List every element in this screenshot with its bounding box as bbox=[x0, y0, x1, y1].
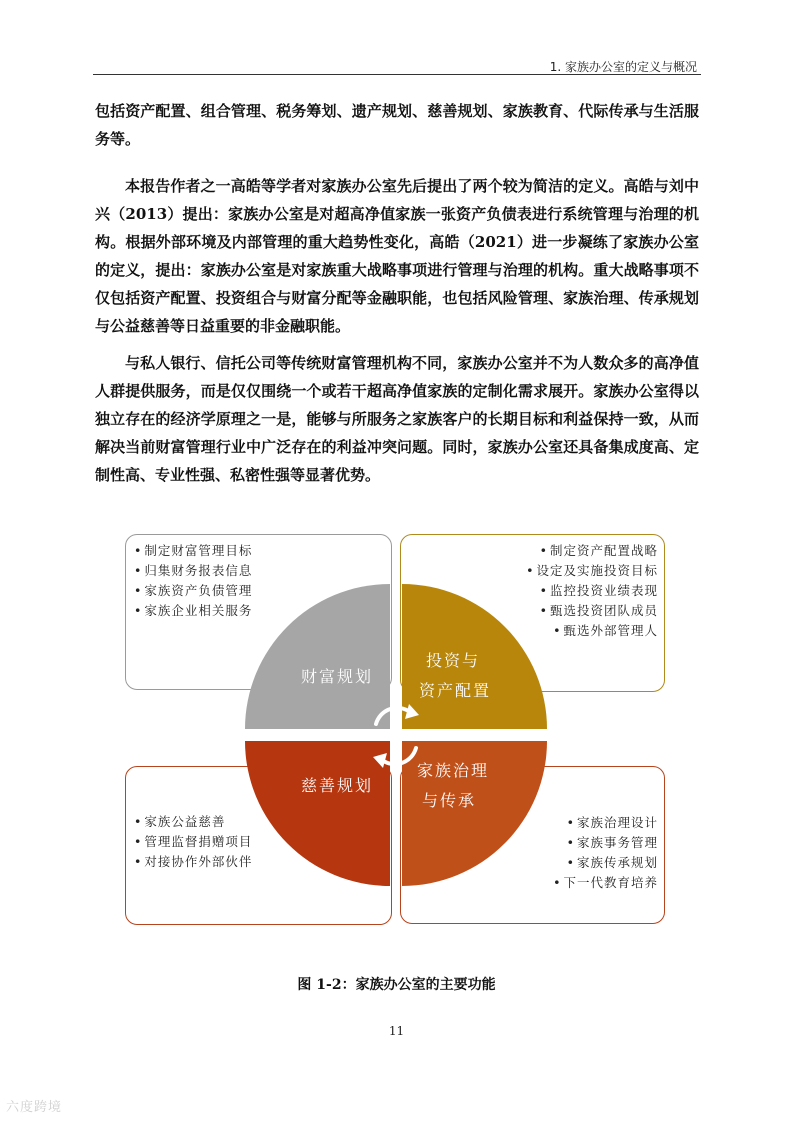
functions-quadrant-diagram bbox=[245, 584, 547, 886]
list-item: • 家族资产负债管理 bbox=[134, 581, 252, 601]
list-item: • 监控投资业绩表现 bbox=[526, 581, 658, 601]
figure-caption: 图 1-2：家族办公室的主要功能 bbox=[297, 977, 496, 993]
body-paragraph-1: 包括资产配置、组合管理、税务筹划、遗产规划、慈善规划、家族教育、代际传承与生活服务等。 bbox=[95, 102, 699, 148]
quadrant-label-investment-line2: 资产配置 bbox=[418, 681, 492, 700]
running-header: 1. 家族办公室的定义与概况 bbox=[549, 60, 697, 74]
quadrant-wealth-planning bbox=[245, 584, 390, 729]
watermark: 六度跨境 bbox=[6, 1100, 63, 1115]
quadrant-label-governance-line1: 家族治理 bbox=[416, 761, 490, 780]
list-item: • 对接协作外部伙伴 bbox=[134, 852, 252, 872]
list-item: • 家族治理设计 bbox=[553, 813, 658, 833]
header-rule bbox=[93, 74, 701, 75]
list-item: • 家族公益慈善 bbox=[134, 812, 252, 832]
list-item: • 归集财务报表信息 bbox=[134, 561, 252, 581]
list-item: • 制定资产配置战略 bbox=[526, 541, 658, 561]
family-governance-list bbox=[553, 813, 658, 893]
body-paragraph-2: 本报告作者之一高皓等学者对家族办公室先后提出了两个较为简洁的定义。高皓与刘中兴（2013）提出：家族办公室是对超高净值家族一张资产负债表进行系统管理与治理的机构。根据外部环境及内部管理的重大趋势性变化，高皓（2021）进一步凝练了家族办公室的定义，提出：家族办公室是对家族重大战略事项进行管理与治理的机构。重大战略事项不仅包括资产配置、投资组合与财富分配等金融职能，也包括风险管理、家族治理、传承规划与公益慈善等日益重要的非金融职能。 bbox=[95, 177, 699, 335]
quadrant-label-wealth-planning: 财富规划 bbox=[300, 667, 374, 686]
list-item: • 家族传承规划 bbox=[553, 853, 658, 873]
page-number: 11 bbox=[388, 1024, 405, 1038]
circular-arrows-icon bbox=[373, 704, 419, 768]
wealth-planning-list bbox=[134, 541, 252, 621]
list-item: • 设定及实施投资目标 bbox=[526, 561, 658, 581]
list-item: • 甄选投资团队成员 bbox=[526, 601, 658, 621]
quadrant-philanthropy-planning bbox=[245, 741, 390, 886]
list-item: • 下一代教育培养 bbox=[553, 873, 658, 893]
list-item: • 管理监督捐赠项目 bbox=[134, 832, 252, 852]
philanthropy-planning-list bbox=[134, 812, 252, 872]
list-item: • 甄选外部管理人 bbox=[526, 621, 658, 641]
body-paragraph-3: 与私人银行、信托公司等传统财富管理机构不同，家族办公室并不为人数众多的高净值人群提供服务，而是仅仅围绕一个或若干超高净值家族的定制化需求展开。家族办公室得以独立存在的经济学原理之一是，能够与所服务之家族客户的长期目标和利益保持一致，从而解决当前财富管理行业中广泛存在的利益冲突问题。同时，家族办公室还具备集成度高、定制性高、专业性强、私密性强等显著优势。 bbox=[95, 354, 699, 484]
quadrant-label-governance-line2: 与传承 bbox=[421, 791, 477, 810]
list-item: • 家族事务管理 bbox=[553, 833, 658, 853]
list-item: • 制定财富管理目标 bbox=[134, 541, 252, 561]
quadrant-label-philanthropy: 慈善规划 bbox=[300, 776, 374, 795]
quadrant-label-investment-line1: 投资与 bbox=[425, 651, 481, 670]
list-item: • 家族企业相关服务 bbox=[134, 601, 252, 621]
